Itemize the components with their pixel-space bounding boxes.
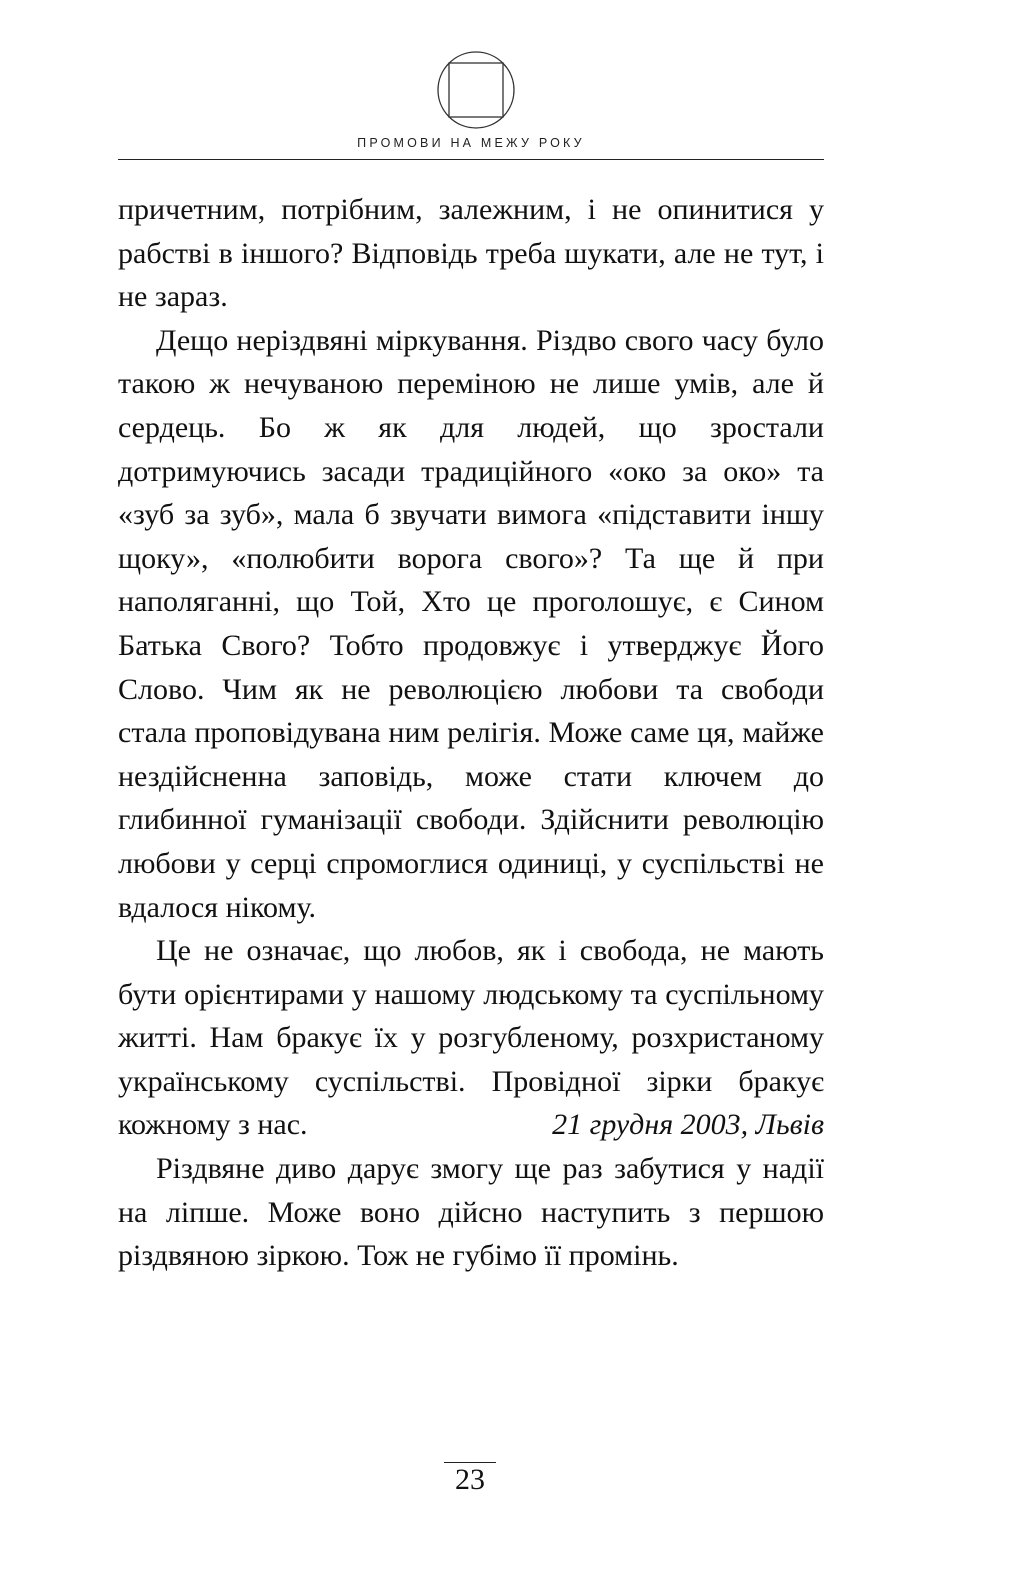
running-head-title: ПРОМОВИ НА МЕЖУ РОКУ: [357, 136, 585, 150]
paragraph-love-and-freedom: Це не означає, що любов, як і свобода, не мають бути орієнтирами у нашому людському та суспільному житті. Нам бракує їх у розгубленому, розхристаному українському суспільстві. Провідної зірки бракує кожному з нас.: [118, 934, 824, 1142]
paragraph-christmas-miracle: Різдвяне диво дарує змогу ще раз забутися у надії на ліпше. Може воно дійсно наступить з першою різдвяною зіркою. Тож не губімо її промінь.: [118, 1152, 824, 1273]
header-divider: [118, 159, 824, 160]
paragraph-continuation: причетним, потрібним, залежним, і не опинитися у рабстві в іншого? Відповідь треба шукати, але не тут, і не зараз.: [118, 193, 824, 314]
dateline: 21 грудня 2003, Львів: [552, 1108, 824, 1141]
circle-square-emblem-icon: [436, 50, 516, 130]
paragraph-christmas-reflections: Дещо неріздвяні міркування. Різдво свого часу було такою ж нечуваною переміною не лише умів, але й сердець. Бо ж як для людей, що зростали дотримуючись засади традиційного «око за око» та «зуб за зуб», мала б звучати вимога «підставити іншу щоку», «полюбити ворога свого»? Та ще й при наполяганні, що Той, Хто це проголошує, є Сином Батька Свого? Тобто продовжує і утверджує Його Слово. Чим як не революцією любови та свободи стала проповідувана ним релігія. Може саме ця, майже нездійсненна заповідь, може стати ключем до глибинної гуманізації свободи. Здійснити революцію любови у серці спромоглися одиниці, у суспільстві не вдалося нікому.: [118, 323, 824, 924]
page-number: 23: [455, 1463, 485, 1496]
